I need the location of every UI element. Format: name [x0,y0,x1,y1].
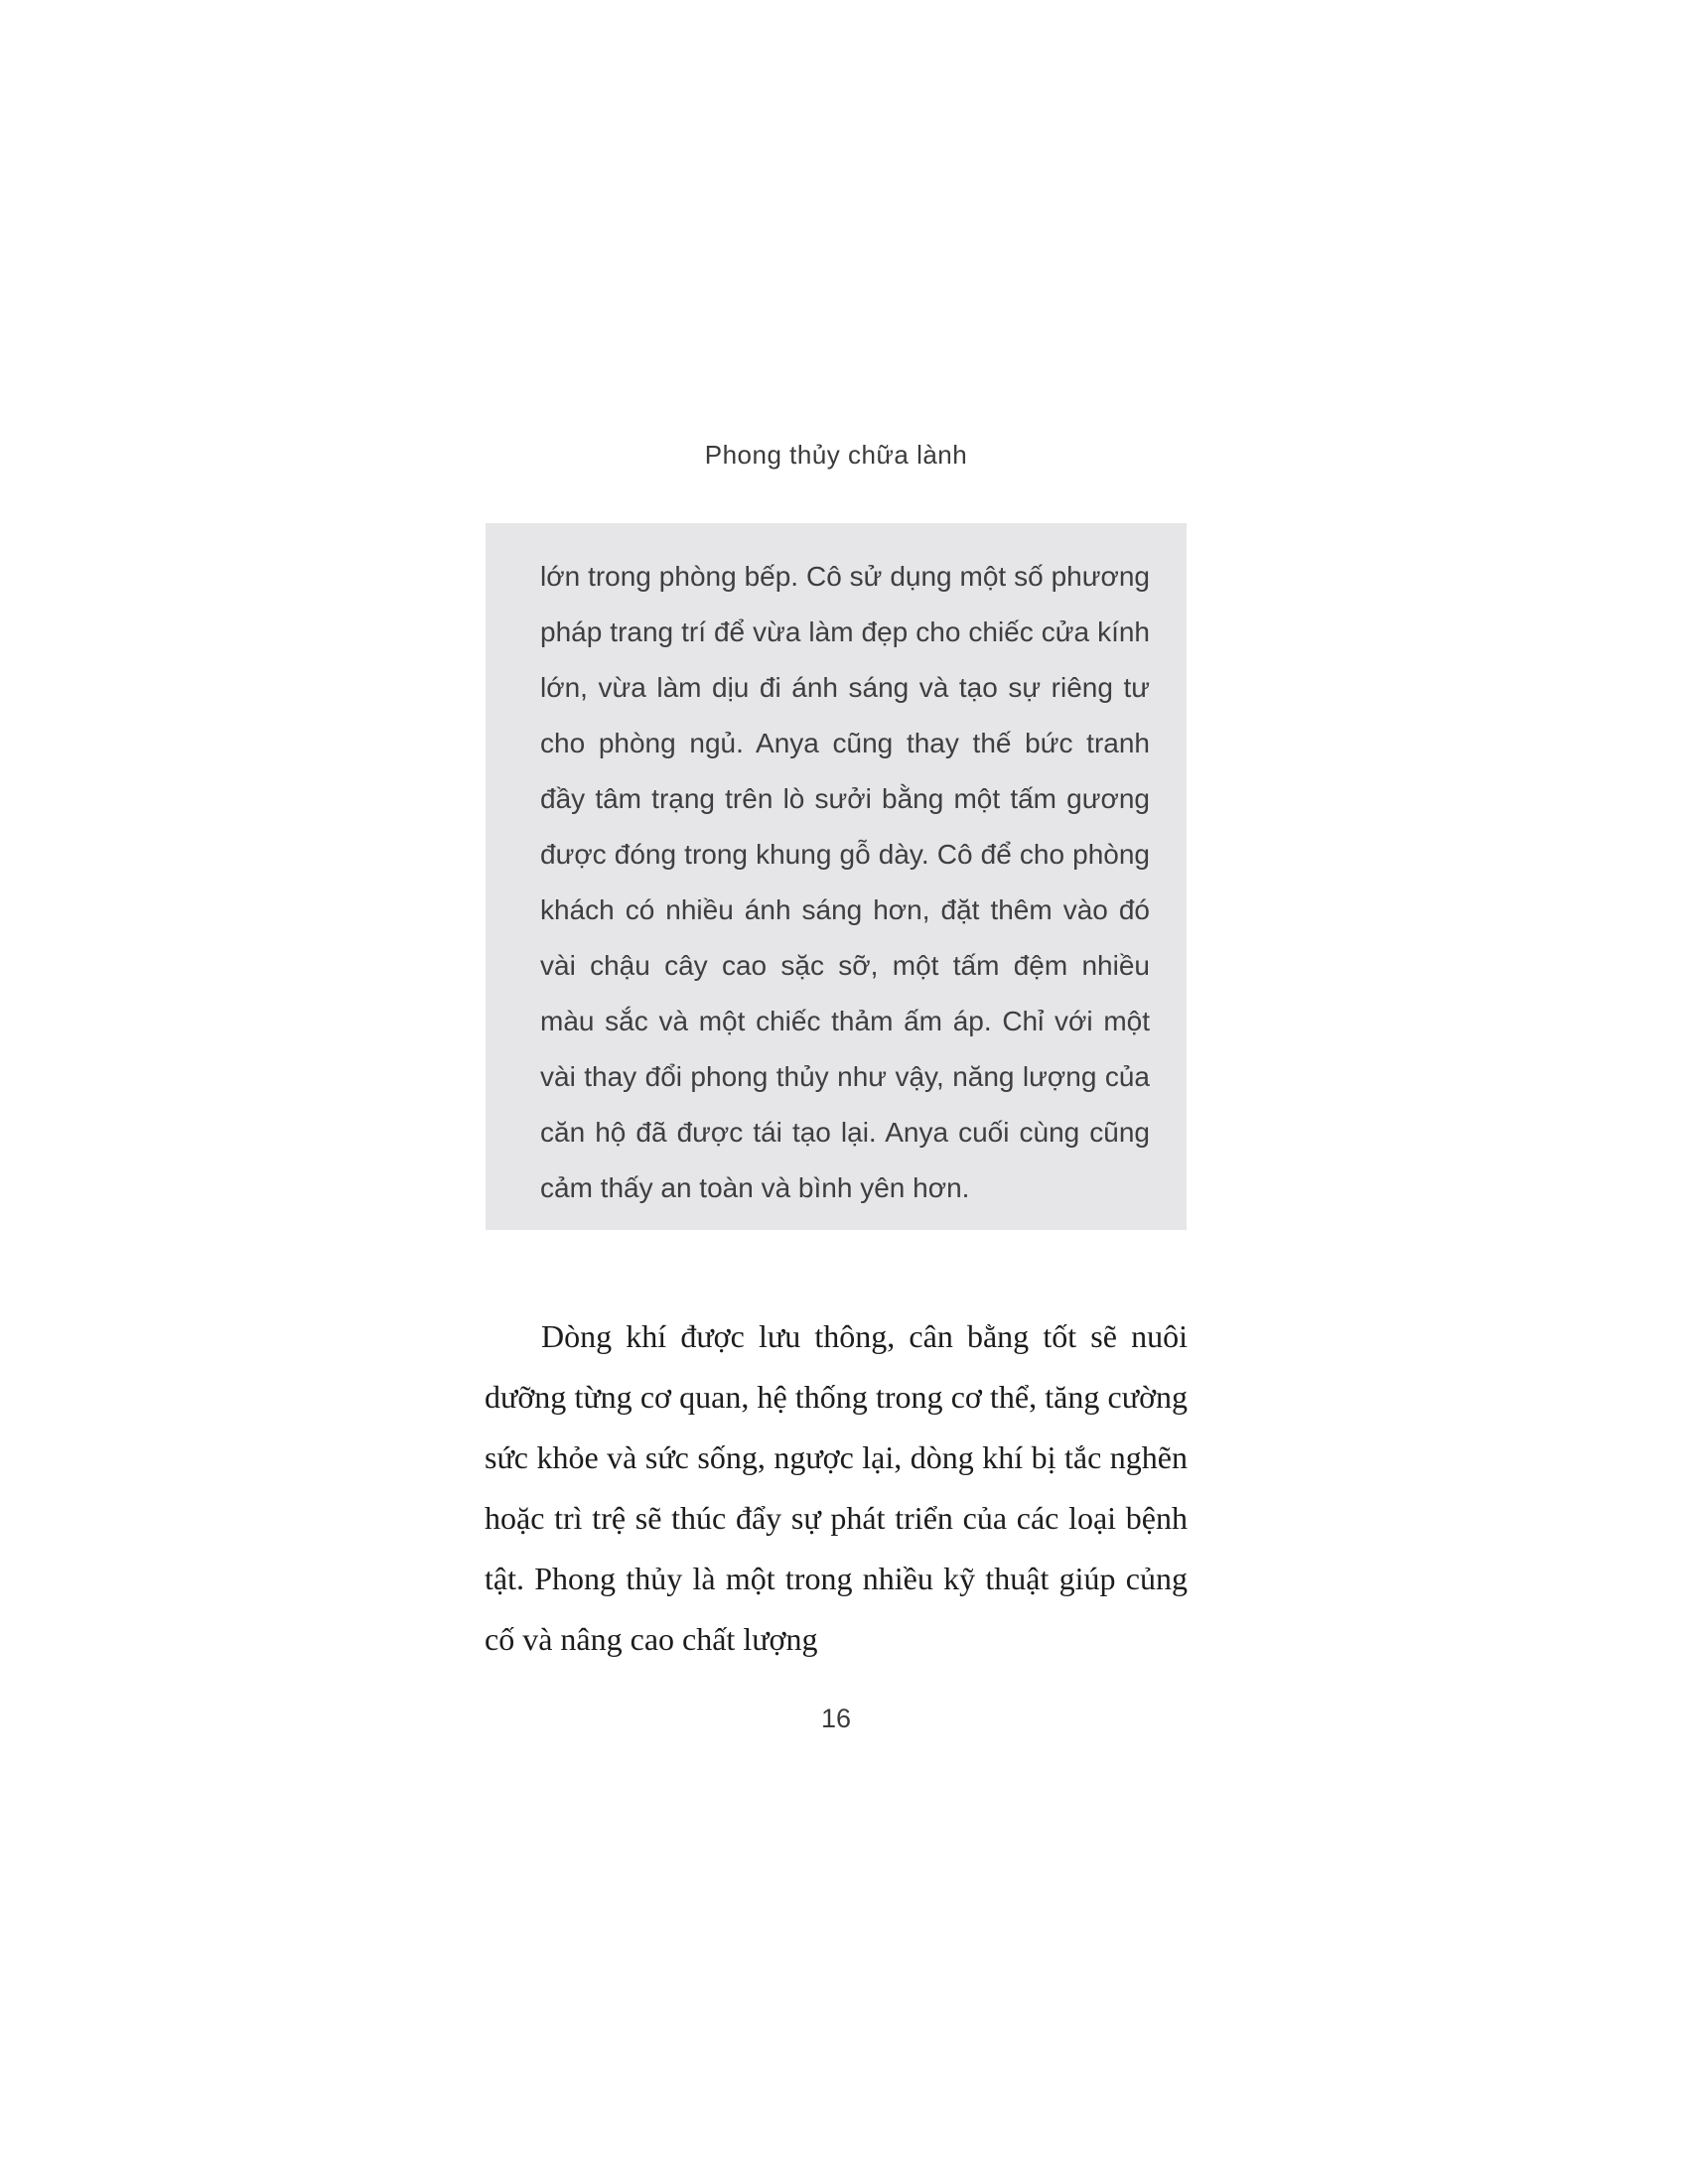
running-header: Phong thủy chữa lành [704,440,968,470]
body-paragraph [485,1306,1188,1670]
quote-box [486,523,1187,1230]
quote-box-text: lớn trong phòng bếp. Cô sử dụng một số phương pháp trang trí để vừa làm đẹp cho chiếc cửa kính lớn, vừa làm dịu đi ánh sáng và tạo sự riêng tư cho phòng ngủ. Anya cũng thay thế bức tranh đầy tâm trạng trên lò sưởi bằng một tấm gương được đóng trong khung gỗ dày. Cô để cho phòng khách có nhiều ánh sáng hơn, đặt thêm vào đó vài chậu cây cao sặc sỡ, một tấm đệm nhiều màu sắc và một chiếc thảm ấm áp. Chỉ với một vài thay đổi phong thủy như vậy, năng lượng của căn hộ đã được tái tạo lại. Anya cuối cùng cũng cảm thấy an toàn và bình yên hơn. [540,561,1150,1203]
page-number: 16 [820,1704,852,1733]
body-paragraph-text: Dòng khí được lưu thông, cân bằng tốt sẽ nuôi dưỡng từng cơ quan, hệ thống trong cơ thể, tăng cường sức khỏe và sức sống, ngược lại, dòng khí bị tắc nghẽn hoặc trì trệ sẽ thúc đẩy sự phát triển của các loại bệnh tật. Phong thủy là một trong nhiều kỹ thuật giúp củng cố và nâng cao chất lượng [485,1318,1188,1657]
